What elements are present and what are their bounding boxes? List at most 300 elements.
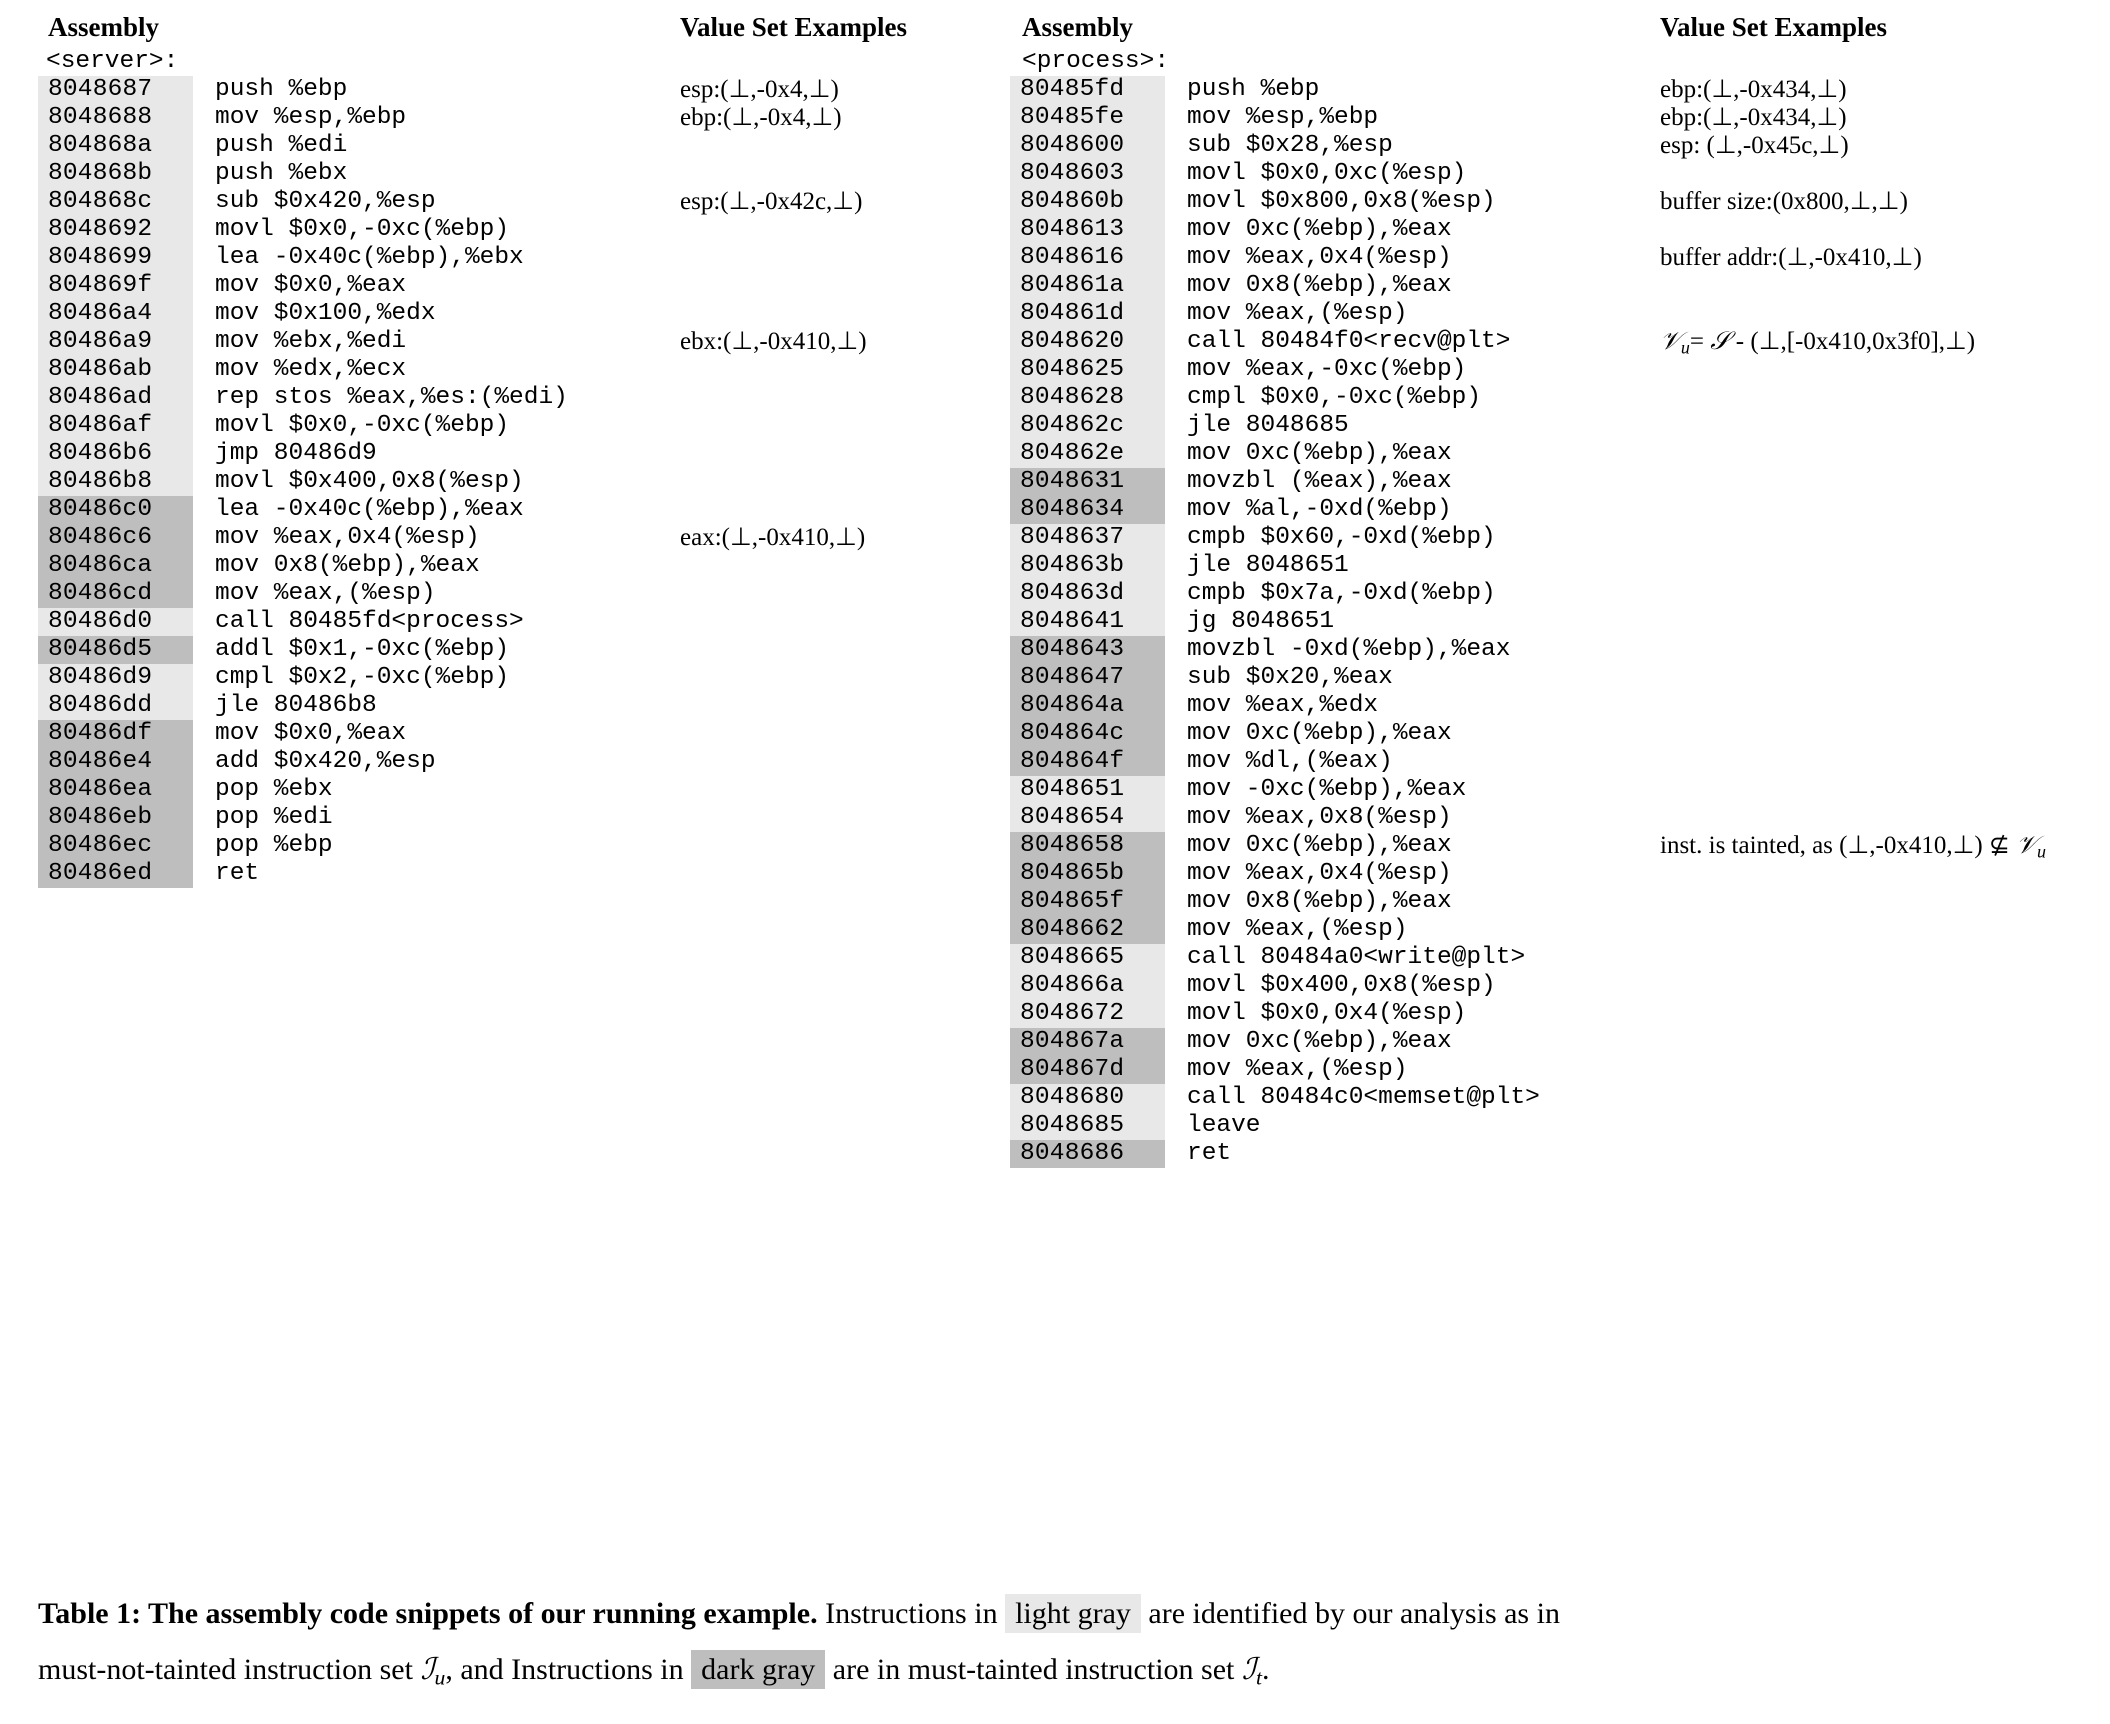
instruction-address: 80486dd bbox=[38, 692, 193, 720]
value-set-spacer bbox=[670, 412, 1010, 440]
instruction-mnemonic: mov $0x0,%eax bbox=[215, 272, 407, 299]
instruction-address: 804867d bbox=[1010, 1056, 1165, 1084]
instruction-mnemonic: ret bbox=[1187, 1140, 1232, 1167]
instruction-row bbox=[1010, 524, 1650, 552]
instruction-row bbox=[0, 636, 670, 664]
instruction-mnemonic: call 80484c0<memset@plt> bbox=[1187, 1084, 1540, 1111]
instruction-address: 8048628 bbox=[1010, 384, 1165, 412]
instruction-mnemonic: mov %eax,0x4(%esp) bbox=[1187, 860, 1452, 887]
value-set-spacer bbox=[670, 356, 1010, 384]
value-set-spacer bbox=[670, 664, 1010, 692]
instruction-row bbox=[0, 832, 670, 860]
instruction-row bbox=[1010, 608, 1650, 636]
instruction-row bbox=[1010, 412, 1650, 440]
instruction-mnemonic: mov $0x100,%edx bbox=[215, 300, 436, 327]
instruction-mnemonic: mov 0xc(%ebp),%eax bbox=[1187, 1028, 1452, 1055]
caption-chip-dark: dark gray bbox=[691, 1650, 825, 1689]
instruction-address: 80486a4 bbox=[38, 300, 193, 328]
instruction-mnemonic: lea -0x40c(%ebp),%ebx bbox=[215, 244, 524, 271]
instruction-address: 8048699 bbox=[38, 244, 193, 272]
value-set-spacer bbox=[670, 496, 1010, 524]
instruction-address: 8048672 bbox=[1010, 1000, 1165, 1028]
value-set-spacer bbox=[1650, 636, 2110, 664]
instruction-row bbox=[1010, 496, 1650, 524]
value-set-spacer bbox=[1650, 664, 2110, 692]
instruction-row bbox=[1010, 1028, 1650, 1056]
instruction-row bbox=[0, 580, 670, 608]
value-set-spacer bbox=[670, 804, 1010, 832]
instruction-mnemonic: mov %ebx,%edi bbox=[215, 328, 407, 355]
formula-remainder: - (⊥,[-0x410,0x3f0],⊥) bbox=[1729, 328, 1976, 355]
left-function-label: <server>: bbox=[46, 48, 179, 75]
instruction-mnemonic: mov 0xc(%ebp),%eax bbox=[1187, 720, 1452, 747]
instruction-address: 80486c6 bbox=[38, 524, 193, 552]
instruction-mnemonic: mov %eax,%edx bbox=[1187, 692, 1379, 719]
value-set-spacer bbox=[670, 832, 1010, 860]
value-set-entry bbox=[1650, 832, 2110, 860]
instruction-mnemonic: mov %eax,(%esp) bbox=[1187, 300, 1408, 327]
instruction-address: 804867a bbox=[1010, 1028, 1165, 1056]
instruction-address: 8048616 bbox=[1010, 244, 1165, 272]
instruction-row bbox=[1010, 132, 1650, 160]
instruction-row bbox=[1010, 1000, 1650, 1028]
instruction-mnemonic: mov 0xc(%ebp),%eax bbox=[1187, 832, 1452, 859]
math-symbol: 𝒱 bbox=[1660, 328, 1681, 355]
instruction-mnemonic: cmpl $0x0,-0xc(%ebp) bbox=[1187, 384, 1482, 411]
instruction-address: 804860b bbox=[1010, 188, 1165, 216]
instruction-mnemonic: movl $0x800,0x8(%esp) bbox=[1187, 188, 1496, 215]
instruction-address: 8048686 bbox=[1010, 1140, 1165, 1168]
value-set-spacer bbox=[1650, 804, 2110, 832]
value-set-spacer bbox=[1650, 972, 2110, 1000]
value-set-spacer bbox=[1650, 524, 2110, 552]
instruction-row bbox=[1010, 1140, 1650, 1168]
instruction-address: 804862e bbox=[1010, 440, 1165, 468]
value-set-entry: ebp:(⊥,-0x434,⊥) bbox=[1660, 76, 1847, 103]
left-assembly-column bbox=[0, 14, 670, 888]
instruction-mnemonic: leave bbox=[1187, 1112, 1261, 1139]
value-set-spacer bbox=[1650, 916, 2110, 944]
instruction-address: 804861a bbox=[1010, 272, 1165, 300]
instruction-row bbox=[1010, 244, 1650, 272]
left-valueset-list bbox=[670, 76, 1010, 888]
formula-equals: = bbox=[1689, 328, 1711, 355]
instruction-row bbox=[1010, 356, 1650, 384]
instruction-mnemonic: mov %dl,(%eax) bbox=[1187, 748, 1393, 775]
caption-part1: Instructions in bbox=[817, 1597, 1006, 1630]
iu-symbol: ℐ bbox=[420, 1653, 435, 1686]
instruction-row bbox=[1010, 916, 1650, 944]
value-set-spacer bbox=[670, 216, 1010, 244]
value-set-spacer bbox=[1650, 888, 2110, 916]
instruction-mnemonic: jle 80486b8 bbox=[215, 692, 377, 719]
table-columns bbox=[0, 14, 2110, 1168]
instruction-row bbox=[1010, 216, 1650, 244]
instruction-row bbox=[0, 496, 670, 524]
caption-part2: are identified by our analysis as in bbox=[1140, 1597, 1560, 1630]
value-set-entry: esp:(⊥,-0x42c,⊥) bbox=[680, 188, 863, 215]
instruction-row bbox=[0, 776, 670, 804]
value-set-spacer bbox=[1650, 496, 2110, 524]
instruction-address: 80486ea bbox=[38, 776, 193, 804]
instruction-mnemonic: sub $0x28,%esp bbox=[1187, 132, 1393, 159]
instruction-mnemonic: call 80484a0<write@plt> bbox=[1187, 944, 1526, 971]
instruction-mnemonic: mov 0xc(%ebp),%eax bbox=[1187, 216, 1452, 243]
value-set-spacer bbox=[670, 776, 1010, 804]
instruction-address: 80486a9 bbox=[38, 328, 193, 356]
instruction-row bbox=[1010, 160, 1650, 188]
value-set-spacer bbox=[670, 160, 1010, 188]
instruction-mnemonic: mov %eax,0x8(%esp) bbox=[1187, 804, 1452, 831]
instruction-row bbox=[0, 76, 670, 104]
instruction-row bbox=[1010, 468, 1650, 496]
instruction-row bbox=[0, 440, 670, 468]
instruction-address: 80486d9 bbox=[38, 664, 193, 692]
value-set-spacer bbox=[670, 748, 1010, 776]
value-set-spacer bbox=[670, 552, 1010, 580]
instruction-row bbox=[1010, 1056, 1650, 1084]
instruction-row bbox=[0, 384, 670, 412]
caption-line-2 bbox=[38, 1653, 1270, 1690]
left-assembly-header: Assembly bbox=[48, 12, 160, 42]
instruction-row bbox=[1010, 664, 1650, 692]
instruction-address: 8048631 bbox=[1010, 468, 1165, 496]
instruction-mnemonic: pop %edi bbox=[215, 804, 333, 831]
instruction-address: 8048654 bbox=[1010, 804, 1165, 832]
instruction-address: 804864c bbox=[1010, 720, 1165, 748]
value-set-spacer bbox=[1650, 160, 2110, 188]
value-set-spacer bbox=[670, 580, 1010, 608]
value-set-spacer bbox=[670, 244, 1010, 272]
value-set-spacer bbox=[670, 440, 1010, 468]
instruction-mnemonic: cmpb $0x60,-0xd(%ebp) bbox=[1187, 524, 1496, 551]
it-subscript: t bbox=[1255, 1665, 1262, 1690]
instruction-row bbox=[0, 132, 670, 160]
caption-part4: , and Instructions in bbox=[445, 1653, 692, 1686]
right-valueset-column bbox=[1650, 14, 2110, 1168]
instruction-row bbox=[1010, 944, 1650, 972]
math-symbol: 𝒱 bbox=[2016, 832, 2037, 859]
caption-bold-text: The assembly code snippets of our running example. bbox=[148, 1597, 818, 1630]
instruction-address: 8048647 bbox=[1010, 664, 1165, 692]
instruction-address: 804864f bbox=[1010, 748, 1165, 776]
instruction-mnemonic: mov %esp,%ebp bbox=[1187, 104, 1379, 131]
value-set-spacer bbox=[1650, 216, 2110, 244]
instruction-row bbox=[1010, 580, 1650, 608]
caption-part3: must-not-tainted instruction set bbox=[38, 1653, 421, 1686]
instruction-address: 80486ab bbox=[38, 356, 193, 384]
value-set-spacer bbox=[1650, 1028, 2110, 1056]
instruction-address: 8048613 bbox=[1010, 216, 1165, 244]
instruction-mnemonic: mov %eax,(%esp) bbox=[1187, 916, 1408, 943]
instruction-address: 804868c bbox=[38, 188, 193, 216]
instruction-row bbox=[1010, 832, 1650, 860]
instruction-mnemonic: rep stos %eax,%es:(%edi) bbox=[215, 384, 568, 411]
instruction-row bbox=[1010, 328, 1650, 356]
right-valueset-list bbox=[1650, 76, 2110, 1168]
instruction-address: 80486ed bbox=[38, 860, 193, 888]
instruction-mnemonic: ret bbox=[215, 860, 260, 887]
instruction-row bbox=[1010, 972, 1650, 1000]
right-panel bbox=[1010, 14, 2110, 1168]
instruction-address: 804863d bbox=[1010, 580, 1165, 608]
instruction-address: 8048687 bbox=[38, 76, 193, 104]
instruction-address: 8048641 bbox=[1010, 608, 1165, 636]
value-set-spacer bbox=[670, 720, 1010, 748]
value-set-entry bbox=[1650, 328, 2110, 356]
instruction-row bbox=[1010, 188, 1650, 216]
instruction-row bbox=[1010, 1112, 1650, 1140]
caption-label: Table 1: bbox=[38, 1597, 149, 1630]
instruction-row bbox=[0, 664, 670, 692]
instruction-address: 8048658 bbox=[1010, 832, 1165, 860]
caption-line-1 bbox=[38, 1594, 1560, 1633]
instruction-address: 8048603 bbox=[1010, 160, 1165, 188]
instruction-row bbox=[1010, 692, 1650, 720]
value-set-entry: ebx:(⊥,-0x410,⊥) bbox=[680, 328, 867, 355]
value-set-spacer bbox=[1650, 440, 2110, 468]
instruction-mnemonic: sub $0x20,%eax bbox=[1187, 664, 1393, 691]
iu-subscript: u bbox=[434, 1665, 446, 1690]
instruction-mnemonic: mov 0xc(%ebp),%eax bbox=[1187, 440, 1452, 467]
instruction-row bbox=[0, 608, 670, 636]
instruction-row bbox=[0, 748, 670, 776]
instruction-address: 804865f bbox=[1010, 888, 1165, 916]
instruction-row bbox=[1010, 552, 1650, 580]
instruction-address: 8048620 bbox=[1010, 328, 1165, 356]
instruction-row bbox=[1010, 1084, 1650, 1112]
instruction-address: 8048665 bbox=[1010, 944, 1165, 972]
instruction-address: 8048643 bbox=[1010, 636, 1165, 664]
instruction-row bbox=[1010, 720, 1650, 748]
instruction-address: 804865b bbox=[1010, 860, 1165, 888]
math-subscript: u bbox=[1680, 337, 1690, 358]
instruction-mnemonic: pop %ebp bbox=[215, 832, 333, 859]
instruction-mnemonic: mov -0xc(%ebp),%eax bbox=[1187, 776, 1467, 803]
instruction-address: 8048662 bbox=[1010, 916, 1165, 944]
left-instruction-list bbox=[0, 76, 670, 888]
value-set-spacer bbox=[1650, 692, 2110, 720]
instruction-address: 80486eb bbox=[38, 804, 193, 832]
instruction-row bbox=[1010, 860, 1650, 888]
value-set-spacer bbox=[1650, 776, 2110, 804]
value-set-entry: eax:(⊥,-0x410,⊥) bbox=[680, 524, 866, 551]
value-set-spacer bbox=[670, 860, 1010, 888]
instruction-row bbox=[1010, 76, 1650, 104]
instruction-row bbox=[1010, 636, 1650, 664]
instruction-address: 804866a bbox=[1010, 972, 1165, 1000]
value-set-spacer bbox=[1650, 1000, 2110, 1028]
instruction-mnemonic: mov 0x8(%ebp),%eax bbox=[1187, 272, 1452, 299]
instruction-row bbox=[0, 720, 670, 748]
instruction-address: 804863b bbox=[1010, 552, 1165, 580]
instruction-mnemonic: push %ebx bbox=[215, 160, 348, 187]
value-set-spacer bbox=[670, 132, 1010, 160]
instruction-address: 804861d bbox=[1010, 300, 1165, 328]
instruction-row bbox=[0, 412, 670, 440]
instruction-row bbox=[1010, 804, 1650, 832]
instruction-row bbox=[1010, 272, 1650, 300]
value-set-spacer bbox=[1650, 1140, 2110, 1168]
instruction-address: 80486b6 bbox=[38, 440, 193, 468]
value-set-spacer bbox=[1650, 1084, 2110, 1112]
instruction-address: 80486ad bbox=[38, 384, 193, 412]
instruction-mnemonic: mov $0x0,%eax bbox=[215, 720, 407, 747]
instruction-mnemonic: addl $0x1,-0xc(%ebp) bbox=[215, 636, 510, 663]
value-set-spacer bbox=[670, 468, 1010, 496]
instruction-mnemonic: mov %edx,%ecx bbox=[215, 356, 407, 383]
value-set-entry: esp:(⊥,-0x4,⊥) bbox=[680, 76, 839, 103]
instruction-mnemonic: movl $0x0,0xc(%esp) bbox=[1187, 160, 1467, 187]
value-set-spacer bbox=[670, 608, 1010, 636]
instruction-address: 8048637 bbox=[1010, 524, 1165, 552]
instruction-row bbox=[1010, 440, 1650, 468]
instruction-mnemonic: mov %eax,0x4(%esp) bbox=[215, 524, 480, 551]
value-set-spacer bbox=[1650, 608, 2110, 636]
instruction-row bbox=[1010, 104, 1650, 132]
instruction-mnemonic: jmp 80486d9 bbox=[215, 440, 377, 467]
instruction-row bbox=[1010, 384, 1650, 412]
instruction-address: 804868b bbox=[38, 160, 193, 188]
instruction-mnemonic: mov 0x8(%ebp),%eax bbox=[1187, 888, 1452, 915]
instruction-row bbox=[0, 244, 670, 272]
it-symbol: ℐ bbox=[1241, 1653, 1256, 1686]
table-caption bbox=[0, 1586, 2110, 1705]
instruction-mnemonic: mov %eax,-0xc(%ebp) bbox=[1187, 356, 1467, 383]
instruction-row bbox=[1010, 776, 1650, 804]
value-set-spacer bbox=[1650, 552, 2110, 580]
value-set-spacer bbox=[1650, 300, 2110, 328]
instruction-mnemonic: movl $0x0,-0xc(%ebp) bbox=[215, 216, 510, 243]
value-set-spacer bbox=[670, 272, 1010, 300]
instruction-address: 80486ca bbox=[38, 552, 193, 580]
value-set-spacer bbox=[1650, 272, 2110, 300]
instruction-address: 804864a bbox=[1010, 692, 1165, 720]
instruction-mnemonic: mov 0x8(%ebp),%eax bbox=[215, 552, 480, 579]
value-set-entry: buffer addr:(⊥,-0x410,⊥) bbox=[1660, 244, 1922, 271]
caption-part5: are in must-tainted instruction set bbox=[825, 1653, 1242, 1686]
right-instruction-list bbox=[1010, 76, 1650, 1168]
instruction-row bbox=[0, 692, 670, 720]
value-set-spacer bbox=[1650, 356, 2110, 384]
instruction-row bbox=[0, 272, 670, 300]
instruction-mnemonic: mov %eax,0x4(%esp) bbox=[1187, 244, 1452, 271]
left-panel bbox=[0, 14, 1010, 888]
instruction-mnemonic: movl $0x0,0x4(%esp) bbox=[1187, 1000, 1467, 1027]
instruction-mnemonic: jle 8048651 bbox=[1187, 552, 1349, 579]
value-set-spacer bbox=[670, 384, 1010, 412]
instruction-row bbox=[0, 356, 670, 384]
instruction-address: 80486e4 bbox=[38, 748, 193, 776]
value-set-entry: ebp:(⊥,-0x4,⊥) bbox=[680, 104, 842, 131]
instruction-address: 80486cd bbox=[38, 580, 193, 608]
instruction-row bbox=[0, 468, 670, 496]
value-set-entry: esp: (⊥,-0x45c,⊥) bbox=[1660, 132, 1849, 159]
instruction-mnemonic: movl $0x400,0x8(%esp) bbox=[1187, 972, 1496, 999]
instruction-mnemonic: mov %eax,(%esp) bbox=[1187, 1056, 1408, 1083]
value-set-entry: ebp:(⊥,-0x434,⊥) bbox=[1660, 104, 1847, 131]
value-set-spacer bbox=[670, 300, 1010, 328]
instruction-address: 8048692 bbox=[38, 216, 193, 244]
instruction-address: 80485fd bbox=[1010, 76, 1165, 104]
instruction-address: 80486c0 bbox=[38, 496, 193, 524]
instruction-address: 8048680 bbox=[1010, 1084, 1165, 1112]
value-set-spacer bbox=[1650, 860, 2110, 888]
value-set-spacer bbox=[1650, 944, 2110, 972]
instruction-mnemonic: movl $0x400,0x8(%esp) bbox=[215, 468, 524, 495]
instruction-row bbox=[1010, 888, 1650, 916]
instruction-row bbox=[0, 188, 670, 216]
instruction-mnemonic: add $0x420,%esp bbox=[215, 748, 436, 775]
instruction-mnemonic: lea -0x40c(%ebp),%eax bbox=[215, 496, 524, 523]
instruction-mnemonic: jg 8048651 bbox=[1187, 608, 1335, 635]
instruction-row bbox=[0, 552, 670, 580]
instruction-mnemonic: pop %ebx bbox=[215, 776, 333, 803]
math-subscript: u bbox=[2036, 841, 2046, 862]
value-set-spacer bbox=[1650, 748, 2110, 776]
instruction-row bbox=[0, 160, 670, 188]
instruction-mnemonic: push %edi bbox=[215, 132, 348, 159]
instruction-row bbox=[0, 860, 670, 888]
right-function-label: <process>: bbox=[1022, 48, 1170, 75]
instruction-address: 8048634 bbox=[1010, 496, 1165, 524]
value-set-spacer bbox=[1650, 580, 2110, 608]
instruction-address: 80486ec bbox=[38, 832, 193, 860]
instruction-mnemonic: push %ebp bbox=[215, 76, 348, 103]
right-valueset-header: Value Set Examples bbox=[1660, 12, 1888, 42]
instruction-address: 80486d0 bbox=[38, 608, 193, 636]
instruction-address: 804862c bbox=[1010, 412, 1165, 440]
set-s-symbol: 𝒮 bbox=[1710, 328, 1730, 355]
instruction-address: 8048651 bbox=[1010, 776, 1165, 804]
instruction-row bbox=[0, 104, 670, 132]
instruction-address: 80486b8 bbox=[38, 468, 193, 496]
instruction-mnemonic: movzbl (%eax),%eax bbox=[1187, 468, 1452, 495]
instruction-mnemonic: sub $0x420,%esp bbox=[215, 188, 436, 215]
value-set-entry: buffer size:(0x800,⊥,⊥) bbox=[1660, 188, 1908, 215]
instruction-address: 8048600 bbox=[1010, 132, 1165, 160]
instruction-address: 8048625 bbox=[1010, 356, 1165, 384]
instruction-address: 80486af bbox=[38, 412, 193, 440]
instruction-row bbox=[0, 216, 670, 244]
instruction-address: 8048685 bbox=[1010, 1112, 1165, 1140]
instruction-address: 80486df bbox=[38, 720, 193, 748]
instruction-mnemonic: call 80485fd<process> bbox=[215, 608, 524, 635]
value-set-spacer bbox=[1650, 412, 2110, 440]
instruction-address: 8048688 bbox=[38, 104, 193, 132]
instruction-mnemonic: mov %al,-0xd(%ebp) bbox=[1187, 496, 1452, 523]
value-set-spacer bbox=[1650, 720, 2110, 748]
instruction-address: 80485fe bbox=[1010, 104, 1165, 132]
caption-chip-light: light gray bbox=[1005, 1594, 1141, 1633]
instruction-row bbox=[0, 804, 670, 832]
value-set-spacer bbox=[1650, 384, 2110, 412]
instruction-row bbox=[0, 524, 670, 552]
instruction-mnemonic: movzbl -0xd(%ebp),%eax bbox=[1187, 636, 1511, 663]
caption-part6: . bbox=[1261, 1653, 1270, 1686]
taint-note-text: inst. is tainted, as (⊥,-0x410,⊥) ⊈ bbox=[1660, 832, 2017, 859]
instruction-address: 804869f bbox=[38, 272, 193, 300]
instruction-address: 80486d5 bbox=[38, 636, 193, 664]
value-set-spacer bbox=[670, 692, 1010, 720]
instruction-mnemonic: mov %esp,%ebp bbox=[215, 104, 407, 131]
instruction-address: 804868a bbox=[38, 132, 193, 160]
instruction-row bbox=[0, 300, 670, 328]
left-valueset-header: Value Set Examples bbox=[680, 12, 908, 42]
value-set-spacer bbox=[1650, 1056, 2110, 1084]
right-assembly-header: Assembly bbox=[1022, 12, 1134, 42]
value-set-spacer bbox=[1650, 1112, 2110, 1140]
